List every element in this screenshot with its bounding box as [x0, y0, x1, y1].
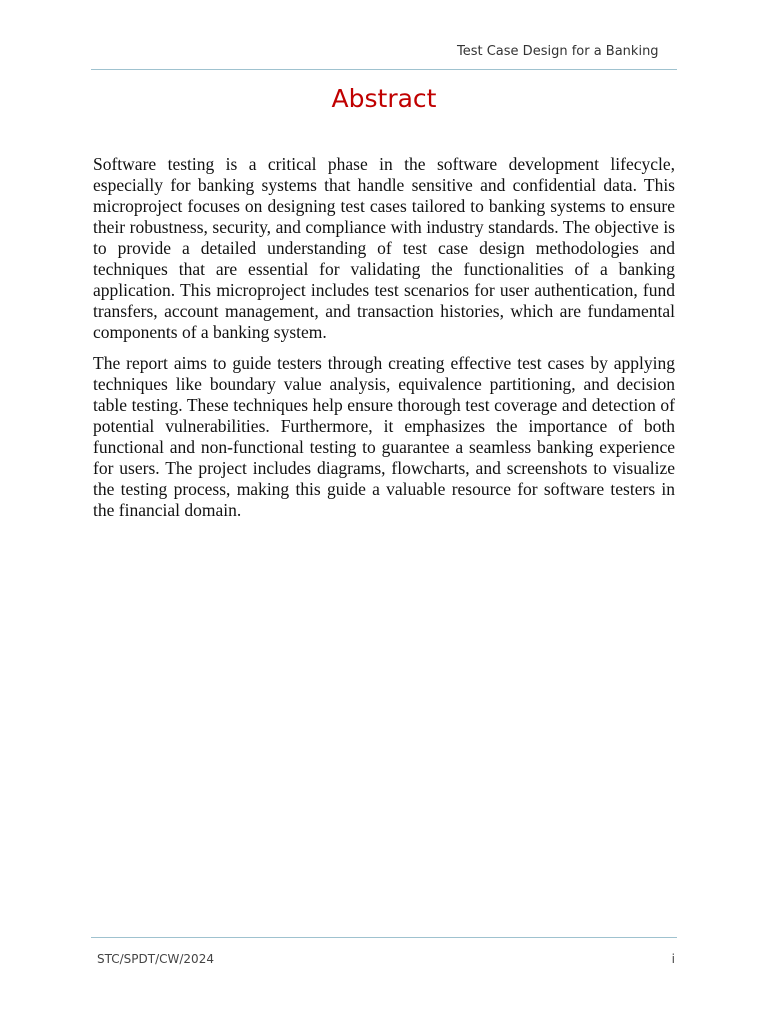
footer-page-number: i [671, 952, 675, 966]
footer [91, 950, 677, 966]
abstract-paragraph-2: The report aims to guide testers through creating effective test cases by applying techniques like boundary value analysis, equivalence partitioning, and decision table testing. These techniques help ensure thorough test coverage and detection of potential vulnerabilities. Furthermore, it emphasizes the importance of both functional and non-functional testing to guarantee a seamless banking experience for users. The project includes diagrams, flowcharts, and screenshots to visualize the testing process, making this guide a valuable resource for software testers in the financial domain. [93, 353, 675, 520]
abstract-paragraph-1: Software testing is a critical phase in the software development lifecycle, especially for banking systems that handle sensitive and confidential data. This microproject focuses on designing test cases tailored to banking systems to ensure their robustness, security, and compliance with industry standards. The objective is to provide a detailed understanding of test case design methodologies and techniques that are essential for validating the functionalities of a banking application. This microproject includes test scenarios for user authentication, fund transfers, account management, and transaction histories, which are fundamental components of a banking system. [93, 154, 675, 342]
running-header: Test Case Design for a Banking [457, 44, 659, 59]
footer-divider [91, 937, 677, 938]
abstract-body [93, 154, 675, 531]
page-title: Abstract [331, 84, 437, 113]
footer-document-code: STC/SPDT/CW/2024 [97, 952, 214, 966]
header-divider [91, 69, 677, 70]
